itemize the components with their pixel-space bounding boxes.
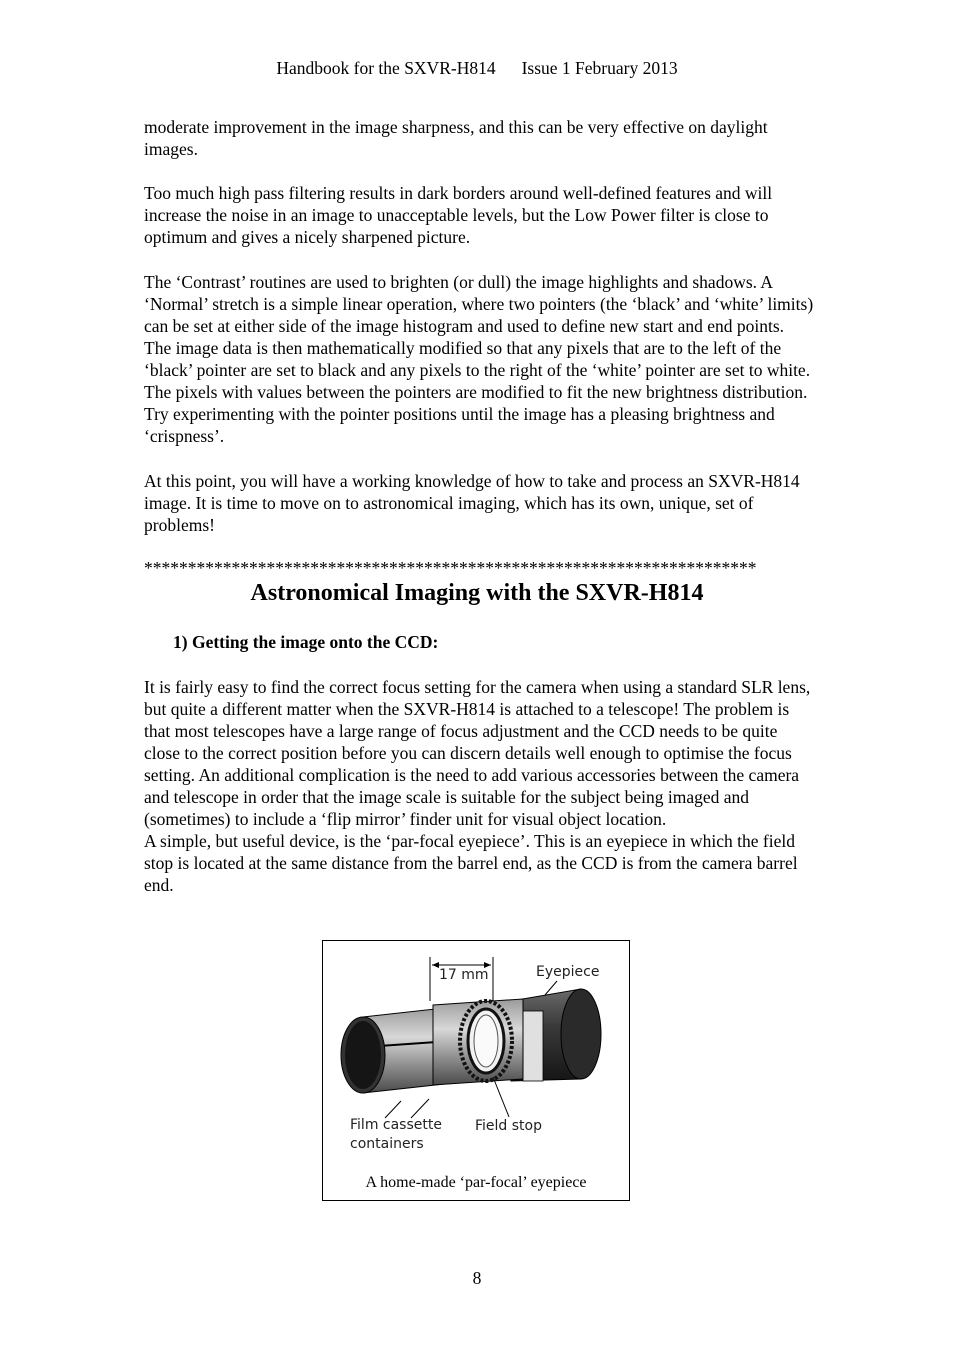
paragraph-sharpness: [144, 116, 814, 160]
page-number: 8: [472, 1268, 482, 1288]
film-cassette-label: [350, 1116, 442, 1154]
paragraph-text: A simple, but useful device, is the ‘par-focal eyepiece’. This is an eyepiece in which the field stop is located at the same distance from the barrel end, as the CCD is from the camera barrel end.: [144, 831, 798, 895]
asterisk-separator: **********************************************************************: [144, 558, 757, 578]
film-cassette-label-line1: Film cassette: [350, 1117, 442, 1133]
paragraph-transition: [144, 470, 814, 536]
figure-caption: A home-made ‘par-focal’ eyepiece: [365, 1174, 587, 1191]
field-stop-label: Field stop: [475, 1118, 542, 1134]
paragraph-focus: [144, 676, 814, 896]
handbook-title: Handbook for the SXVR-H814: [276, 58, 496, 78]
section-title: Astronomical Imaging with the SXVR-H814: [250, 580, 704, 606]
page-header: [0, 58, 954, 79]
paragraph-text: At this point, you will have a working knowledge of how to take and process an SXVR-H814 image. It is time to move on to astronomical imaging, which has its own, unique, set of problems!: [144, 471, 800, 535]
dimension-label: 17 mm: [439, 967, 489, 983]
paragraph-text: It is fairly easy to find the correct focus setting for the camera when using a standard SLR lens, but quite a different matter when the SXVR-H814 is attached to a telescope! The problem is that most telescopes have a large range of focus adjustment and the CCD needs to be quite close to the correct position before you can discern details well enough to optimise the focus setting. An additional complication is the need to add various accessories between the camera and telescope in order that the image scale is suitable for the subject being imaged and (sometimes) to include a ‘flip mirror’ finder unit for visual object location.: [144, 677, 811, 829]
film-cassette-label-line2: containers: [350, 1136, 424, 1152]
paragraph-contrast: [144, 271, 814, 447]
paragraph-text: Too much high pass filtering results in dark borders around well-defined features and will increase the noise in an image to unacceptable levels, but the Low Power filter is close to optimum and gives a nicely sharpened picture.: [144, 183, 773, 247]
issue-date: Issue 1 February 2013: [521, 58, 678, 78]
par-focal-eyepiece-figure: [322, 940, 630, 1201]
subsection-title: 1) Getting the image onto the CCD:: [173, 632, 439, 652]
paragraph-high-pass: [144, 182, 814, 248]
eyepiece-label: Eyepiece: [536, 964, 600, 980]
paragraph-text: The ‘Contrast’ routines are used to brighten (or dull) the image highlights and shadows. A ‘Normal’ stretch is a simple linear operation, where two pointers (the ‘black’ and ‘white’ limits) can be set at either side of the image histogram and used to define new start and end points. The image data is then mathematically modified so that any pixels that are to the left of the ‘black’ pointer are set to black and any pixels to the right of the ‘white’ pointer are set to white. The pixels with values between the pointers are modified to fit the new brightness distribution. Try experimenting with the pointer positions until the image has a pleasing brightness and ‘crispness’.: [144, 272, 814, 446]
paragraph-text: moderate improvement in the image sharpness, and this can be very effective on daylight images.: [144, 117, 768, 159]
